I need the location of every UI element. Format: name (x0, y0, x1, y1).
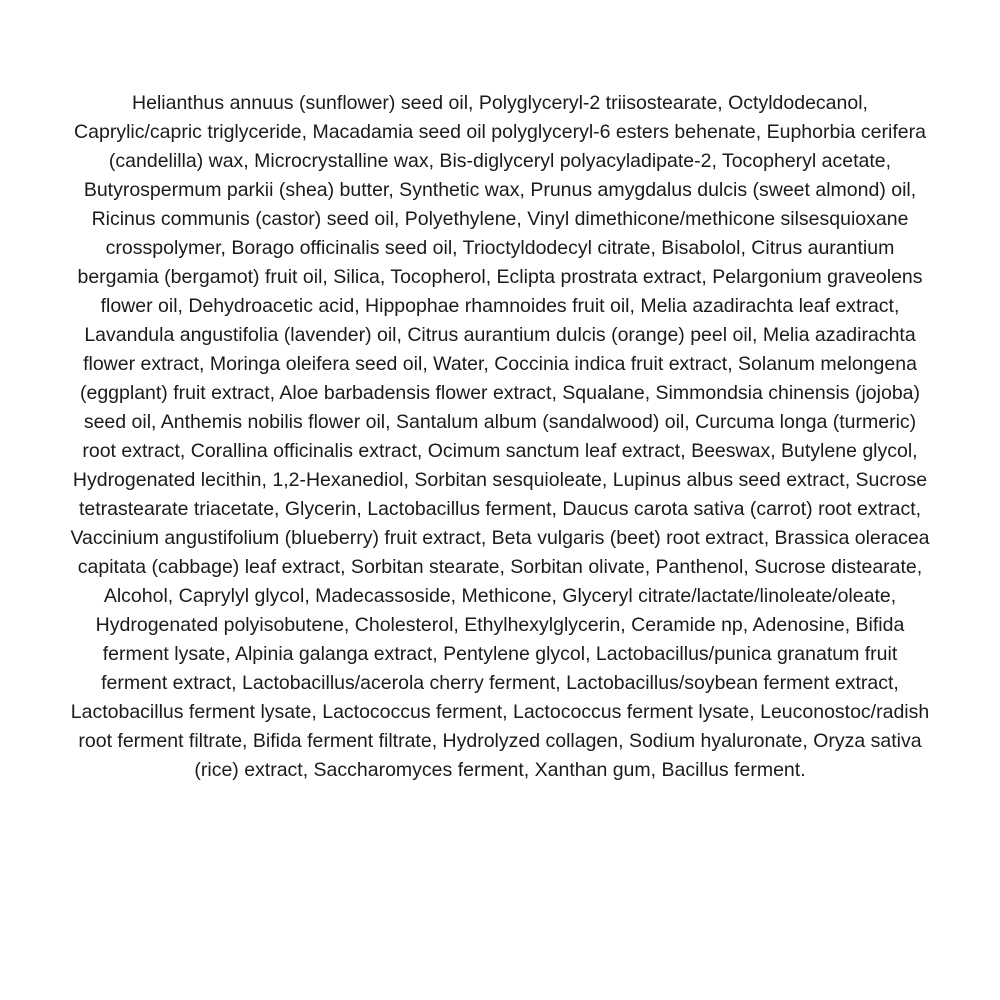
ingredients-list-text: Helianthus annuus (sunflower) seed oil, Polyglyceryl-2 triisostearate, Octyldodecanol, Caprylic/capric triglyceride, Macadamia seed oil polyglyceryl-6 esters behenate, Euphorbia cerifera (candelilla) wax, Microcrystalline wax, Bis-diglyceryl polyacyladipate-2, Tocopheryl acetate, Butyrospermum parkii (shea) butter, Synthetic wax, Prunus amygdalus dulcis (sweet almond) oil, Ricinus communis (castor) seed oil, Polyethylene, Vinyl dimethicone/methicone silsesquioxane crosspolymer, Borago officinalis seed oil, Trioctyldodecyl citrate, Bisabolol, Citrus aurantium bergamia (bergamot) fruit oil, Silica, Tocopherol, Eclipta prostrata extract, Pelargonium graveolens flower oil, Dehydroacetic acid, Hippophae rhamnoides fruit oil, Melia azadirachta leaf extract, Lavandula angustifolia (lavender) oil, Citrus aurantium dulcis (orange) peel oil, Melia azadirachta flower extract, Moringa oleifera seed oil, Water, Coccinia indica fruit extract, Solanum melongena (eggplant) fruit extract, Aloe barbadensis flower extract, Squalane, Simmondsia chinensis (jojoba) seed oil, Anthemis nobilis flower oil, Santalum album (sandalwood) oil, Curcuma longa (turmeric) root extract, Corallina officinalis extract, Ocimum sanctum leaf extract, Beeswax, Butylene glycol, Hydrogenated lecithin, 1,2-Hexanediol, Sorbitan sesquioleate, Lupinus albus seed extract, Sucrose tetrastearate triacetate, Glycerin, Lactobacillus ferment, Daucus carota sativa (carrot) root extract, Vaccinium angustifolium (blueberry) fruit extract, Beta vulgaris (beet) root extract, Brassica oleracea capitata (cabbage) leaf extract, Sorbitan stearate, Sorbitan olivate, Panthenol, Sucrose distearate, Alcohol, Caprylyl glycol, Madecassoside, Methicone, Glyceryl citrate/lactate/linoleate/oleate, Hydrogenated polyisobutene, Cholesterol, Ethylhexylglycerin, Ceramide np, Adenosine, Bifida ferment lysate, Alpinia galanga extract, Pentylene glycol, Lactobacillus/punica granatum fruit ferment extract, Lactobacillus/acerola cherry ferment, Lactobacillus/soybean ferment extract, Lactobacillus ferment lysate, Lactococcus ferment, Lactococcus ferment lysate, Leuconostoc/radish root ferment filtrate, Bifida ferment filtrate, Hydrolyzed collagen, Sodium hyaluronate, Oryza sativa (rice) extract, Saccharomyces ferment, Xanthan gum, Bacillus ferment. (70, 92, 930, 781)
